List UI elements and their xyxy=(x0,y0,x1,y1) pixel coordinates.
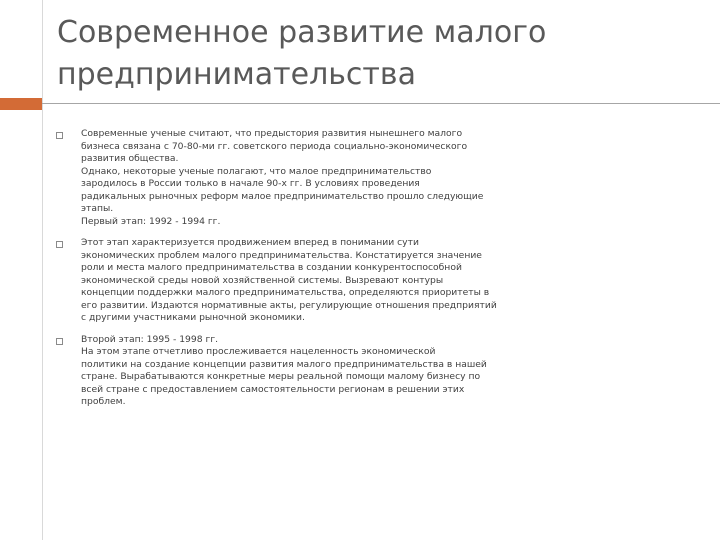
title-divider xyxy=(42,103,720,104)
square-bullet-icon xyxy=(56,338,63,345)
bullet-list xyxy=(56,128,526,418)
square-bullet-icon xyxy=(56,241,63,248)
left-vertical-rule xyxy=(42,0,43,540)
accent-bar xyxy=(0,98,42,110)
bullet-text: Современные ученые считают, что предыстория развития нынешнего малого бизнеса связана с 70-80-ми гг. советского периода социально-экономического развития общества. Однако, некоторые ученые полагают, что малое предпринимательство зародилось в России только в начале 90-х гг. В условиях проведения радикальных рыночных реформ малое предпринимательство прошло следующие этапы. Первый этап: 1992 - 1994 гг. xyxy=(81,128,484,227)
slide-title: Современное развитие малого предпринимательства xyxy=(57,15,547,92)
square-bullet-icon xyxy=(56,132,63,139)
bullet-text: Этот этап характеризуется продвижением вперед в понимании сути экономических проблем малого предпринимательства. Констатируется значение роли и места малого предпринимательства в создании конкурентоспособной экономической среды новой хозяйственной системы. Вызревают контуры концепции поддержки малого предпринимательства, определяются приоритеты в его развитии. Издаются нормативные акты, регулирующие отношения предприятий с другими участниками рыночной экономики. xyxy=(81,237,497,323)
bullet-text: Второй этап: 1995 - 1998 гг. На этом этапе отчетливо прослеживается нацеленность экономической политики на создание концепции развития малого предпринимательства в нашей стране. Вырабатываются конкретные меры реальной помощи малому бизнесу по всей стране с предоставлением самостоятельности регионам в решении этих проблем. xyxy=(81,333,487,407)
list-item xyxy=(56,237,526,325)
list-item xyxy=(56,334,526,409)
list-item xyxy=(56,128,526,228)
